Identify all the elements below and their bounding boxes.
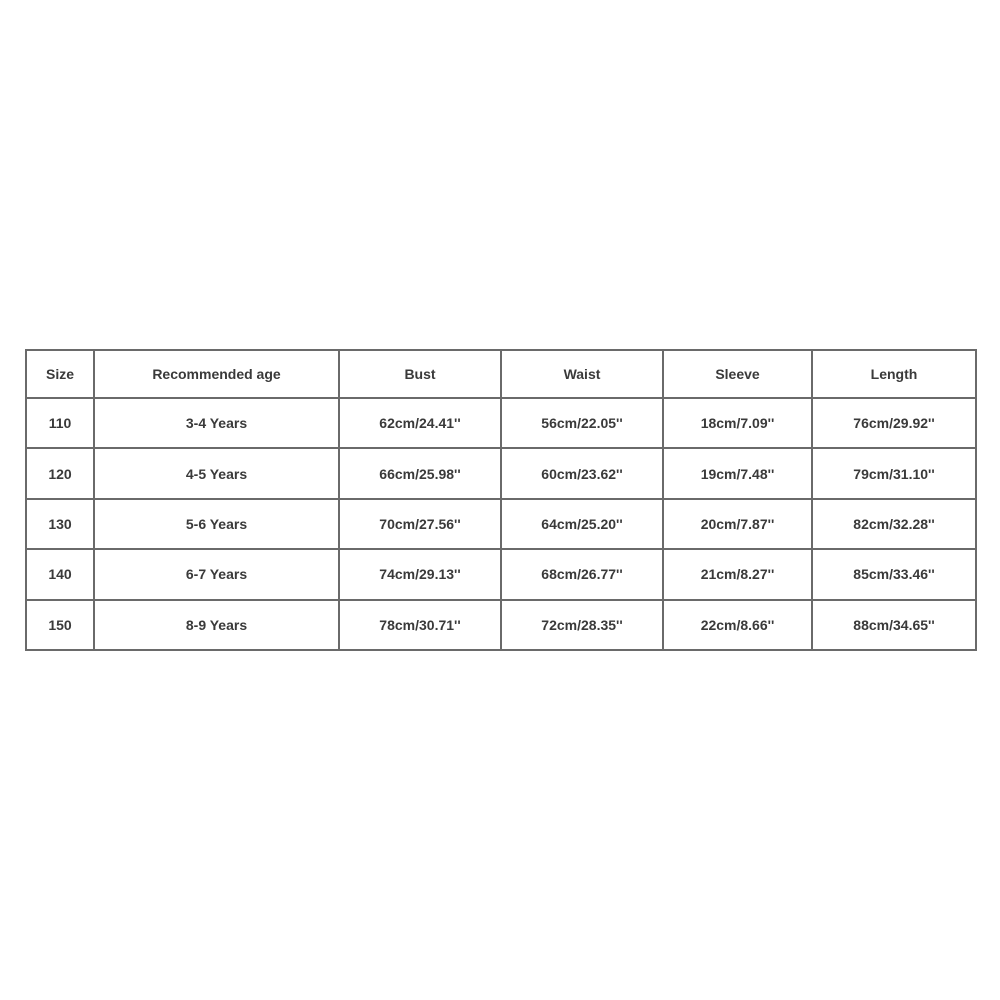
cell-sleeve: 22cm/8.66''	[663, 600, 812, 650]
cell-bust: 62cm/24.41''	[339, 398, 501, 448]
cell-length: 85cm/33.46''	[812, 549, 976, 599]
header-waist: Waist	[501, 350, 663, 398]
cell-bust: 66cm/25.98''	[339, 448, 501, 498]
cell-waist: 56cm/22.05''	[501, 398, 663, 448]
cell-recommended-age: 6-7 Years	[94, 549, 339, 599]
header-sleeve: Sleeve	[663, 350, 812, 398]
cell-waist: 64cm/25.20''	[501, 499, 663, 549]
table-row	[26, 499, 976, 549]
cell-waist: 60cm/23.62''	[501, 448, 663, 498]
cell-length: 76cm/29.92''	[812, 398, 976, 448]
header-size: Size	[26, 350, 94, 398]
table-row	[26, 398, 976, 448]
cell-sleeve: 20cm/7.87''	[663, 499, 812, 549]
table-row	[26, 448, 976, 498]
cell-size: 110	[26, 398, 94, 448]
cell-recommended-age: 5-6 Years	[94, 499, 339, 549]
cell-length: 82cm/32.28''	[812, 499, 976, 549]
cell-sleeve: 19cm/7.48''	[663, 448, 812, 498]
cell-length: 79cm/31.10''	[812, 448, 976, 498]
cell-bust: 70cm/27.56''	[339, 499, 501, 549]
cell-waist: 72cm/28.35''	[501, 600, 663, 650]
cell-length: 88cm/34.65''	[812, 600, 976, 650]
table-row	[26, 549, 976, 599]
header-length: Length	[812, 350, 976, 398]
table-row	[26, 600, 976, 650]
cell-size: 130	[26, 499, 94, 549]
cell-size: 140	[26, 549, 94, 599]
cell-sleeve: 18cm/7.09''	[663, 398, 812, 448]
header-recommended-age: Recommended age	[94, 350, 339, 398]
cell-recommended-age: 3-4 Years	[94, 398, 339, 448]
cell-waist: 68cm/26.77''	[501, 549, 663, 599]
cell-bust: 78cm/30.71''	[339, 600, 501, 650]
cell-recommended-age: 8-9 Years	[94, 600, 339, 650]
cell-bust: 74cm/29.13''	[339, 549, 501, 599]
cell-size: 120	[26, 448, 94, 498]
cell-sleeve: 21cm/8.27''	[663, 549, 812, 599]
header-bust: Bust	[339, 350, 501, 398]
cell-recommended-age: 4-5 Years	[94, 448, 339, 498]
header-row	[26, 350, 976, 398]
size-chart-table	[25, 349, 977, 651]
cell-size: 150	[26, 600, 94, 650]
